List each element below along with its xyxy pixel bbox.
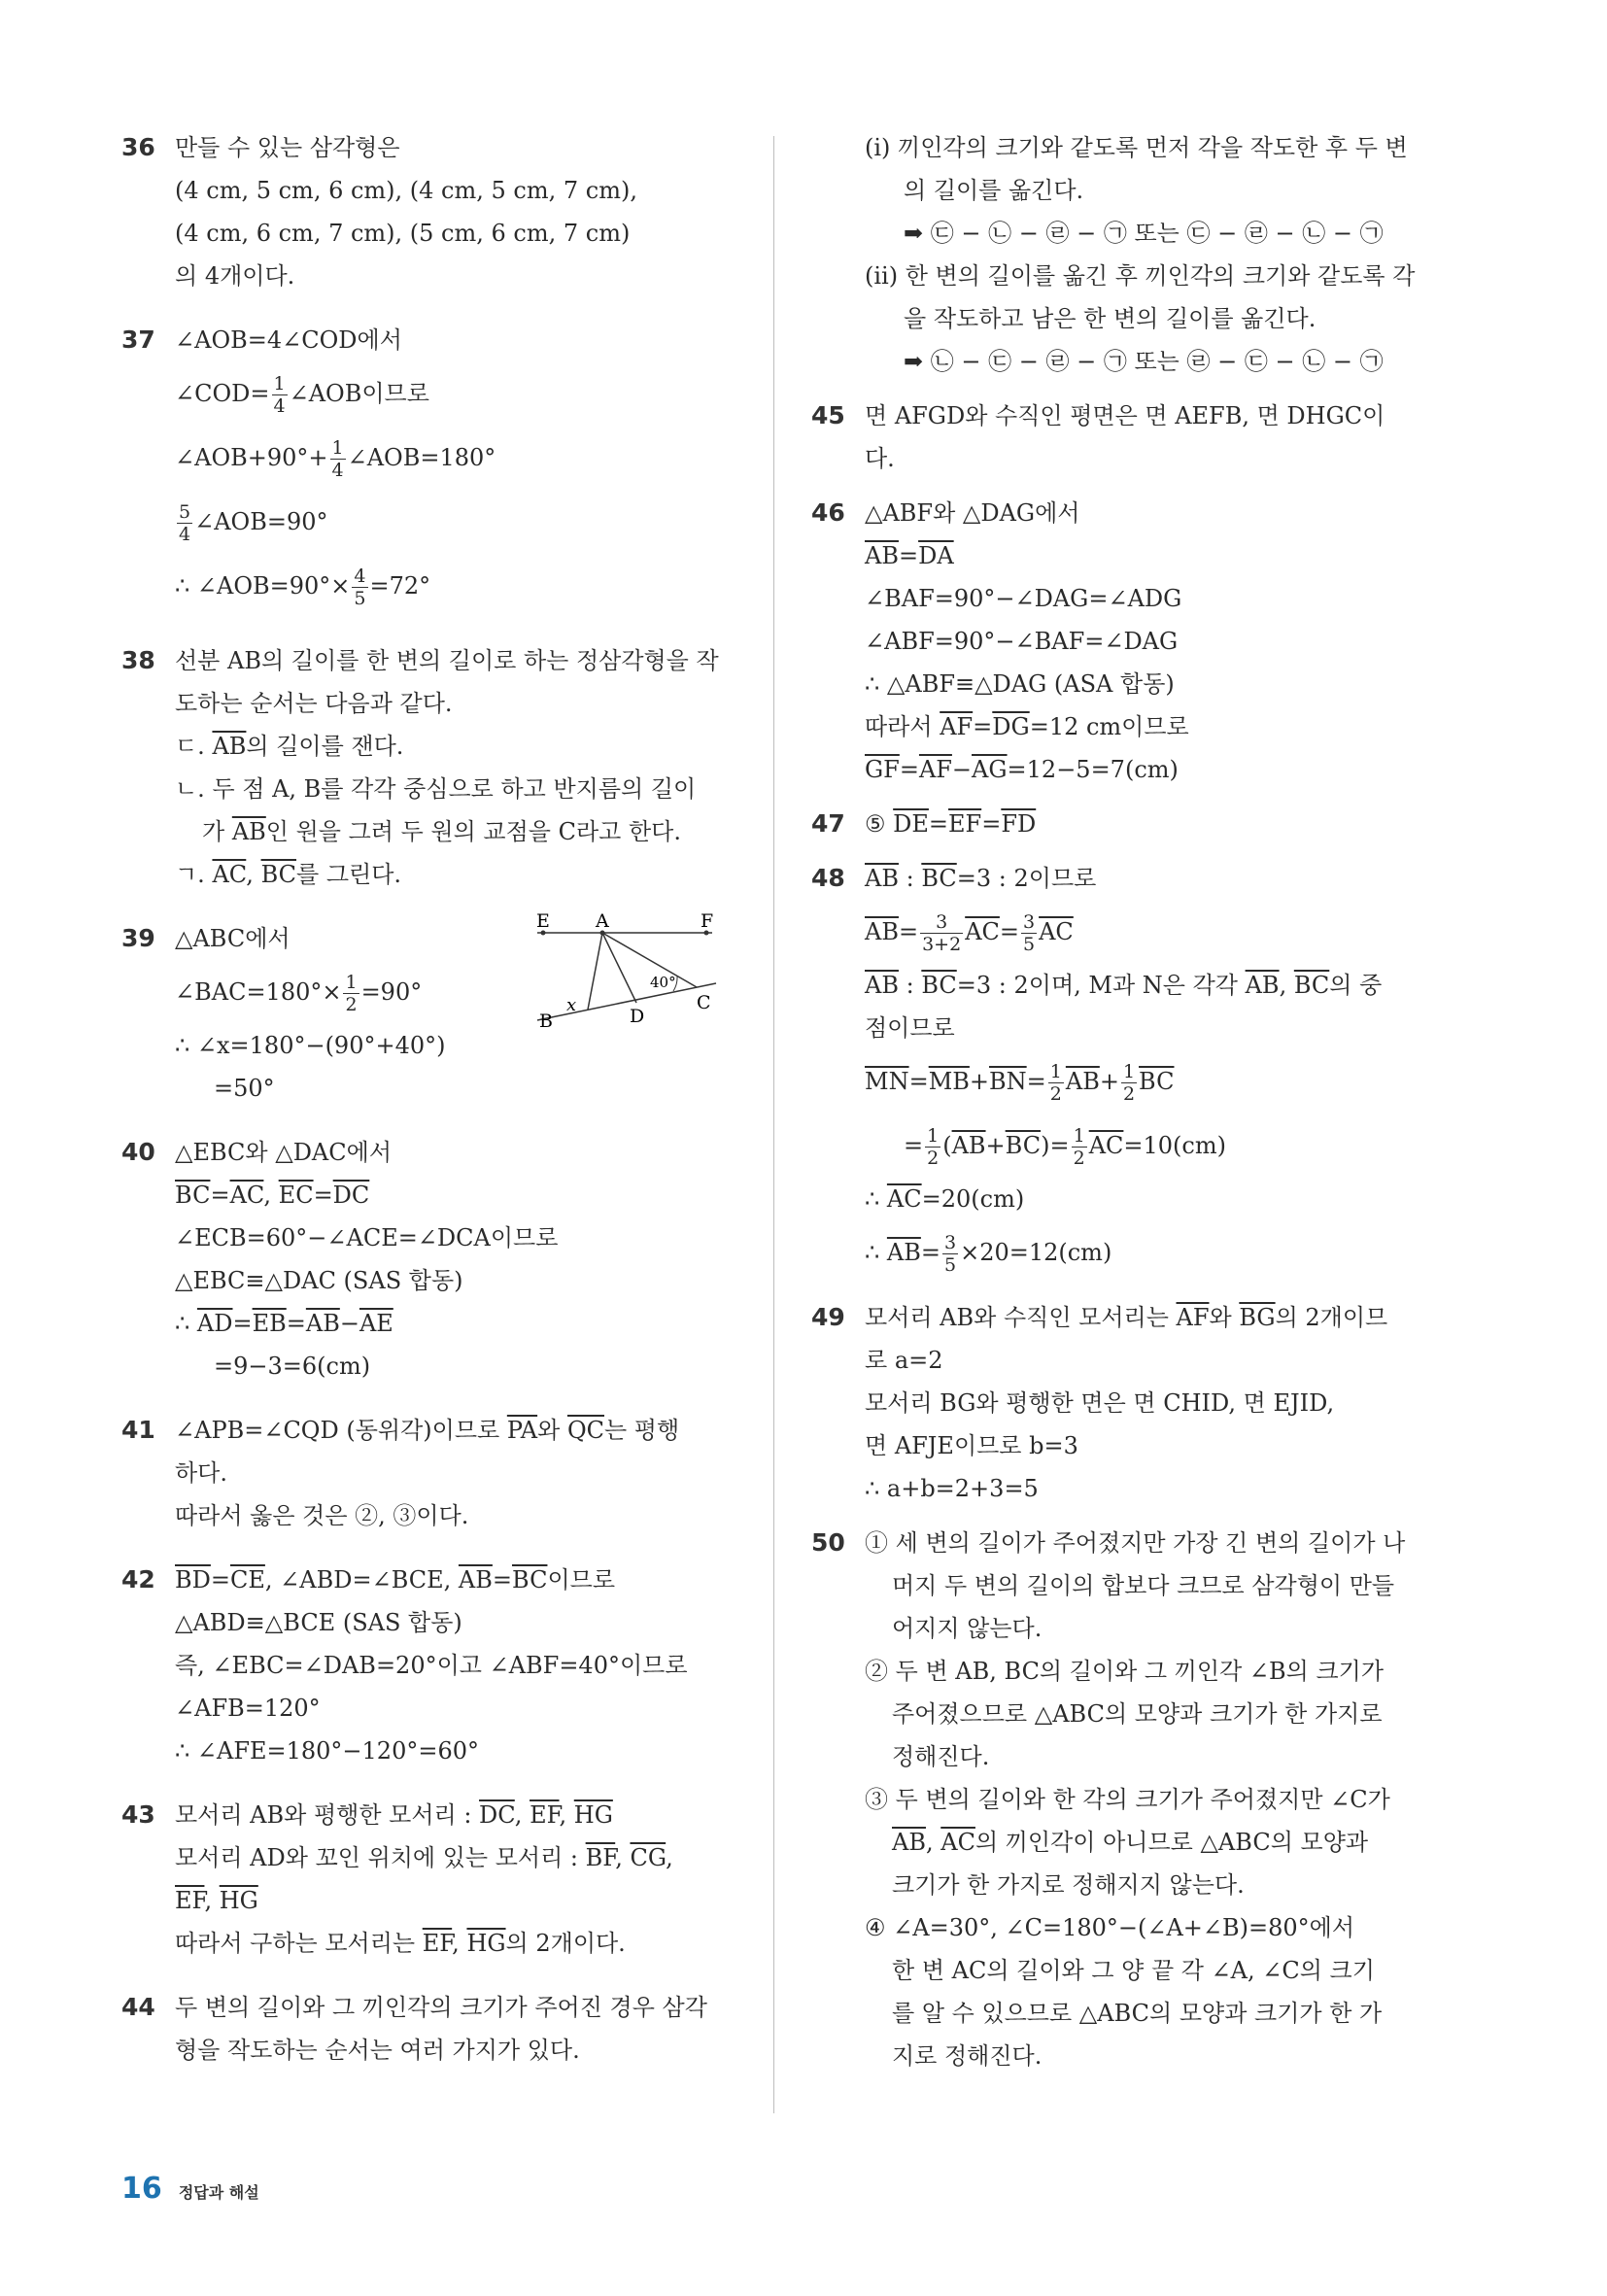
problem-number: 40 [121,1138,155,1166]
problem-number: 37 [121,326,155,354]
problem-number: 48 [811,864,845,892]
fraction: $\frac{3}{5}$ [943,1232,957,1276]
triangle-figure [530,906,729,1032]
equation-line: ∴ △ABF≡△DAG (ASA 합동) [865,670,1175,698]
equation-line: =50° [214,1075,275,1102]
problem-number: 50 [811,1528,845,1557]
text-line: 모서리 AB와 수직인 모서리는 $\overline{AF}$와 $\overline{BG}$의 2개이므 [865,1304,1388,1331]
problem-number: 45 [811,401,845,429]
problem-45 [811,394,1433,480]
text-line: 어지지 않는다. [892,1615,1043,1642]
problem-number: 49 [811,1303,845,1331]
equation-line: ∠AOB+90°+ $\frac{1}{4}$ ∠AOB=180° [175,437,496,481]
text-line: ① 세 변의 길이가 주어졌지만 가장 긴 변의 길이가 나 [865,1529,1406,1557]
fraction: $\frac{1}{2}$ [1049,1061,1062,1105]
text-line: $\overline{EF}$, $\overline{HG}$ [175,1887,258,1914]
right-column [811,126,1433,2077]
text-line: 지로 정해진다. [892,2042,1043,2070]
equation-line: 따라서 $\overline{AF}=\overline{DG}=12$ cm이므로 [865,713,1189,740]
left-column [121,126,743,2072]
text-line: 하다. [175,1459,227,1487]
equation-line: ∴ $\overline{AC}=20(cm)$ [865,1185,1025,1213]
problem-number: 36 [121,133,155,161]
equation-line: ∠BAC=180°× $\frac{1}{2}$ =90° [175,972,423,1015]
label-e: E [536,910,550,932]
footer-label: 정답과 해설 [178,2183,259,2202]
text-line: 따라서 옳은 것은 ②, ③이다. [175,1502,469,1529]
equation-line: ∠ABF=90°−∠BAF=∠DAG [865,628,1179,655]
segment-ab [588,933,602,1010]
fraction: $\frac{5}{4}$ [179,501,191,545]
text-line: ∴ a+b=2+3=5 [865,1475,1039,1502]
fraction: $\frac{1}{4}$ [273,373,286,417]
problem-43 [121,1794,743,1965]
text-line: △EBC와 △DAC에서 [175,1139,392,1166]
label-c: C [697,992,711,1013]
text-line: (ⅰ) 끼인각의 크기와 같도록 먼저 각을 작도한 후 두 변 [865,134,1408,161]
text-line: 의 길이를 옮긴다. [904,177,1084,204]
order-line: ➡ ㉡ − ㉢ − ㉣ − ㉠ 또는 ㉣ − ㉢ − ㉡ − ㉠ [904,348,1384,375]
equation-line: ∠AFB=120° [175,1695,321,1722]
text-line: 모서리 BG와 평행한 면은 면 CHID, 면 EJID, [865,1389,1335,1417]
problem-38 [121,639,743,896]
problem-39 [121,910,743,1110]
text-line: 의 4개이다. [175,262,295,290]
problem-46 [811,492,1433,791]
text-line: (4 cm, 6 cm, 7 cm), (5 cm, 6 cm, 7 cm) [175,220,631,247]
text-line: 만들 수 있는 삼각형은 [175,134,400,161]
equation-line: ∴ $\overline{AB}=$ $\frac{3}{5}$ ×20=12(cm) [865,1232,1112,1276]
equation-line: 즉, ∠EBC=∠DAB=20°이고 ∠ABF=40°이므로 [175,1652,688,1679]
problem-42 [121,1559,743,1772]
text-line: 면 AFGD와 수직인 평면은 면 AEFB, 면 DHGC이 [865,402,1385,429]
problem-number: 41 [121,1416,155,1444]
problem-50 [811,1522,1433,2077]
problem-number: 39 [121,924,155,952]
text-line: △ABF와 △DAG에서 [865,499,1080,527]
problem-49 [811,1296,1433,1510]
problem-48 [811,857,1433,1285]
equation-line: $\overline{AB}=$ $\frac{3}{3+2}$ $\overline{AC}=$ $\frac{3}{5}$ $\overline{AC}$ [865,911,1074,955]
text-line: 따라서 구하는 모서리는 $\overline{EF}$, $\overline{HG}$의 2개이다. [175,1930,626,1957]
equation-line: ∠ECB=60°−∠ACE=∠DCA이므로 [175,1224,559,1251]
equation-line: $\overline{AB}$ : $\overline{BC}=3$ : 2이므로 [865,865,1097,892]
text-line: (ⅱ) 한 변의 길이를 옮긴 후 끼인각의 크기와 같도록 각 [865,262,1416,290]
step-line: ㄱ. $\overline{AC}$, $\overline{BC}$를 그린다. [175,861,402,888]
text-line: 모서리 AB와 평행한 모서리 : $\overline{DC}$, $\overline{EF}$, $\overline{HG}$ [175,1801,613,1829]
text-line: 점이므로 [865,1014,955,1042]
equation-line: $\overline{BD}=\overline{CE}$, ∠ABD=∠BCE, $\overline{AB}=\overline{BC}$이므로 [175,1566,616,1593]
problem-36 [121,126,743,297]
text-line: 형을 작도하는 순서는 여러 가지가 있다. [175,2037,580,2064]
problem-number: 44 [121,1993,155,2021]
problem-41 [121,1409,743,1537]
text-line: 를 알 수 있으므로 △ABC의 모양과 크기가 한 가 [892,2000,1383,2027]
label-x: x [566,995,577,1015]
equation-line: $\overline{AB}=\overline{DA}$ [865,542,954,569]
problem-number: 43 [121,1800,155,1829]
text-line: ∠AOB=4∠COD에서 [175,326,402,354]
equation-line: $\overline{BC}=\overline{AC}$, $\overline{EC}=\overline{DC}$ [175,1182,370,1209]
problem-37 [121,319,743,618]
text-line: 한 변 AC의 길이와 그 양 끝 각 ∠A, ∠C의 크기 [892,1957,1375,1984]
text-line: ④ ∠A=30°, ∠C=180°−(∠A+∠B)=80°에서 [865,1914,1355,1941]
equation-line: ∴ ∠AFE=180°−120°=60° [175,1737,479,1765]
equation-line: $\overline{GF}=\overline{AF}-\overline{AG}=12-5=7(cm)$ [865,756,1179,783]
fraction: $\frac{3}{5}$ [1023,911,1036,955]
equation-line: =9−3=6(cm) [214,1353,371,1380]
problem-40 [121,1131,743,1388]
equation-line: ∠BAF=90°−∠DAG=∠ADG [865,585,1182,612]
text-line: 로 a=2 [865,1347,943,1374]
line-bc [537,983,716,1020]
equation-line: △ABD≡△BCE (SAS 합동) [175,1609,462,1636]
equation-line: $\overline{MN}=\overline{MB}+\overline{BN}=$ $\frac{1}{2}$ $\overline{AB}+$ $\frac{1}{2}$ $\overline{BC}$ [865,1061,1175,1105]
step-line: ㄴ. 두 점 A, B를 각각 중심으로 하고 반지름의 길이 [175,775,697,803]
fraction: $\frac{1}{2}$ [927,1125,940,1169]
page-footer [121,2172,259,2206]
fraction: $\frac{1}{2}$ [1073,1125,1085,1169]
text-line: 정해진다. [892,1743,990,1770]
column-divider [773,136,774,2113]
text-line: ③ 두 변의 길이와 한 각의 크기가 주어졌지만 ∠C가 [865,1786,1390,1813]
text-line: 주어졌으므로 △ABC의 모양과 크기가 한 가지로 [892,1700,1383,1728]
text-line: (4 cm, 5 cm, 6 cm), (4 cm, 5 cm, 7 cm), [175,177,637,204]
problem-44-continued [811,126,1433,383]
problem-44 [121,1986,743,2072]
problem-number: 42 [121,1565,155,1593]
fraction: $\frac{1}{2}$ [1122,1061,1136,1105]
text-line: 선분 AB의 길이를 한 변의 길이로 하는 정삼각형을 작 [175,647,719,674]
problem-number: 38 [121,646,155,674]
step-line: 가 $\overline{AB}$인 원을 그려 두 원의 교점을 C라고 한다. [202,818,681,845]
order-line: ➡ ㉢ − ㉡ − ㉣ − ㉠ 또는 ㉢ − ㉣ − ㉡ − ㉠ [904,220,1384,247]
problem-number: 47 [811,809,845,838]
text-line: ② 두 변 AB, BC의 길이와 그 끼인각 ∠B의 크기가 [865,1658,1385,1685]
text-line: 두 변의 길이와 그 끼인각의 크기가 주어진 경우 삼각 [175,1994,707,2021]
page-number: 16 [121,2172,162,2206]
label-d: D [630,1006,645,1027]
problem-number: 46 [811,498,845,527]
equation-line: ⑤ $\overline{DE}=\overline{EF}=\overline{FD}$ [865,810,1037,838]
text-line: 도하는 순서는 다음과 같다. [175,690,453,717]
text-line: △ABC에서 [175,925,291,952]
text-line: 머지 두 변의 길이의 합보다 크므로 삼각형이 만들 [892,1572,1395,1599]
fraction: $\frac{4}{5}$ [354,565,366,609]
fraction: $\frac{1}{2}$ [345,972,358,1015]
label-b: B [539,1011,553,1032]
text-line: 크기가 한 가지로 정해지지 않는다. [892,1871,1245,1899]
problem-47 [811,803,1433,845]
text-line: 모서리 AD와 꼬인 위치에 있는 모서리 : $\overline{BF}$, $\overline{CG}$, [175,1844,673,1871]
text-line: $\overline{AB}$, $\overline{AC}$의 끼인각이 아니므로 △ABC의 모양과 [892,1829,1369,1856]
equation-line: ∴ ∠x=180°−(90°+40°) [175,1032,446,1059]
equation-line: △EBC≡△DAC (SAS 합동) [175,1267,463,1294]
text-line: 면 AFJE이므로 b=3 [865,1432,1078,1459]
text-line: ∠APB=∠CQD (동위각)이므로 $\overline{PA}$와 $\overline{QC}$는 평행 [175,1417,680,1444]
fraction: $\frac{3}{3+2}$ [922,911,962,955]
equation-line: ∠COD= $\frac{1}{4}$ ∠AOB이므로 [175,373,429,417]
step-line: ㄷ. $\overline{AB}$의 길이를 잰다. [175,733,404,760]
text-line: 다. [865,445,895,472]
equation-line: = $\frac{1}{2}$ $(\overline{AB}+\overline{BC})=$ $\frac{1}{2}$ $\overline{AC}=10(cm)$ [904,1125,1226,1169]
equation-line: $\overline{AB}$ : $\overline{BC}=3$ : 2이며, M과 N은 각각 $\overline{AB}$, $\overline{BC}$의 중 [865,972,1383,999]
fraction: $\frac{1}{4}$ [331,437,344,481]
equation-line: ∴ ∠AOB=90°× $\frac{4}{5}$ =72° [175,565,431,609]
equation-line: $\frac{5}{4}$ ∠AOB=90° [179,501,328,545]
label-a: A [596,910,609,932]
equation-line: ∴ $\overline{AD}=\overline{EB}=\overline{AB}-\overline{AE}$ [175,1310,393,1337]
label-angle: 40° [650,974,676,991]
label-f: F [701,910,714,932]
text-line: 을 작도하고 남은 한 변의 길이를 옮긴다. [904,305,1316,332]
